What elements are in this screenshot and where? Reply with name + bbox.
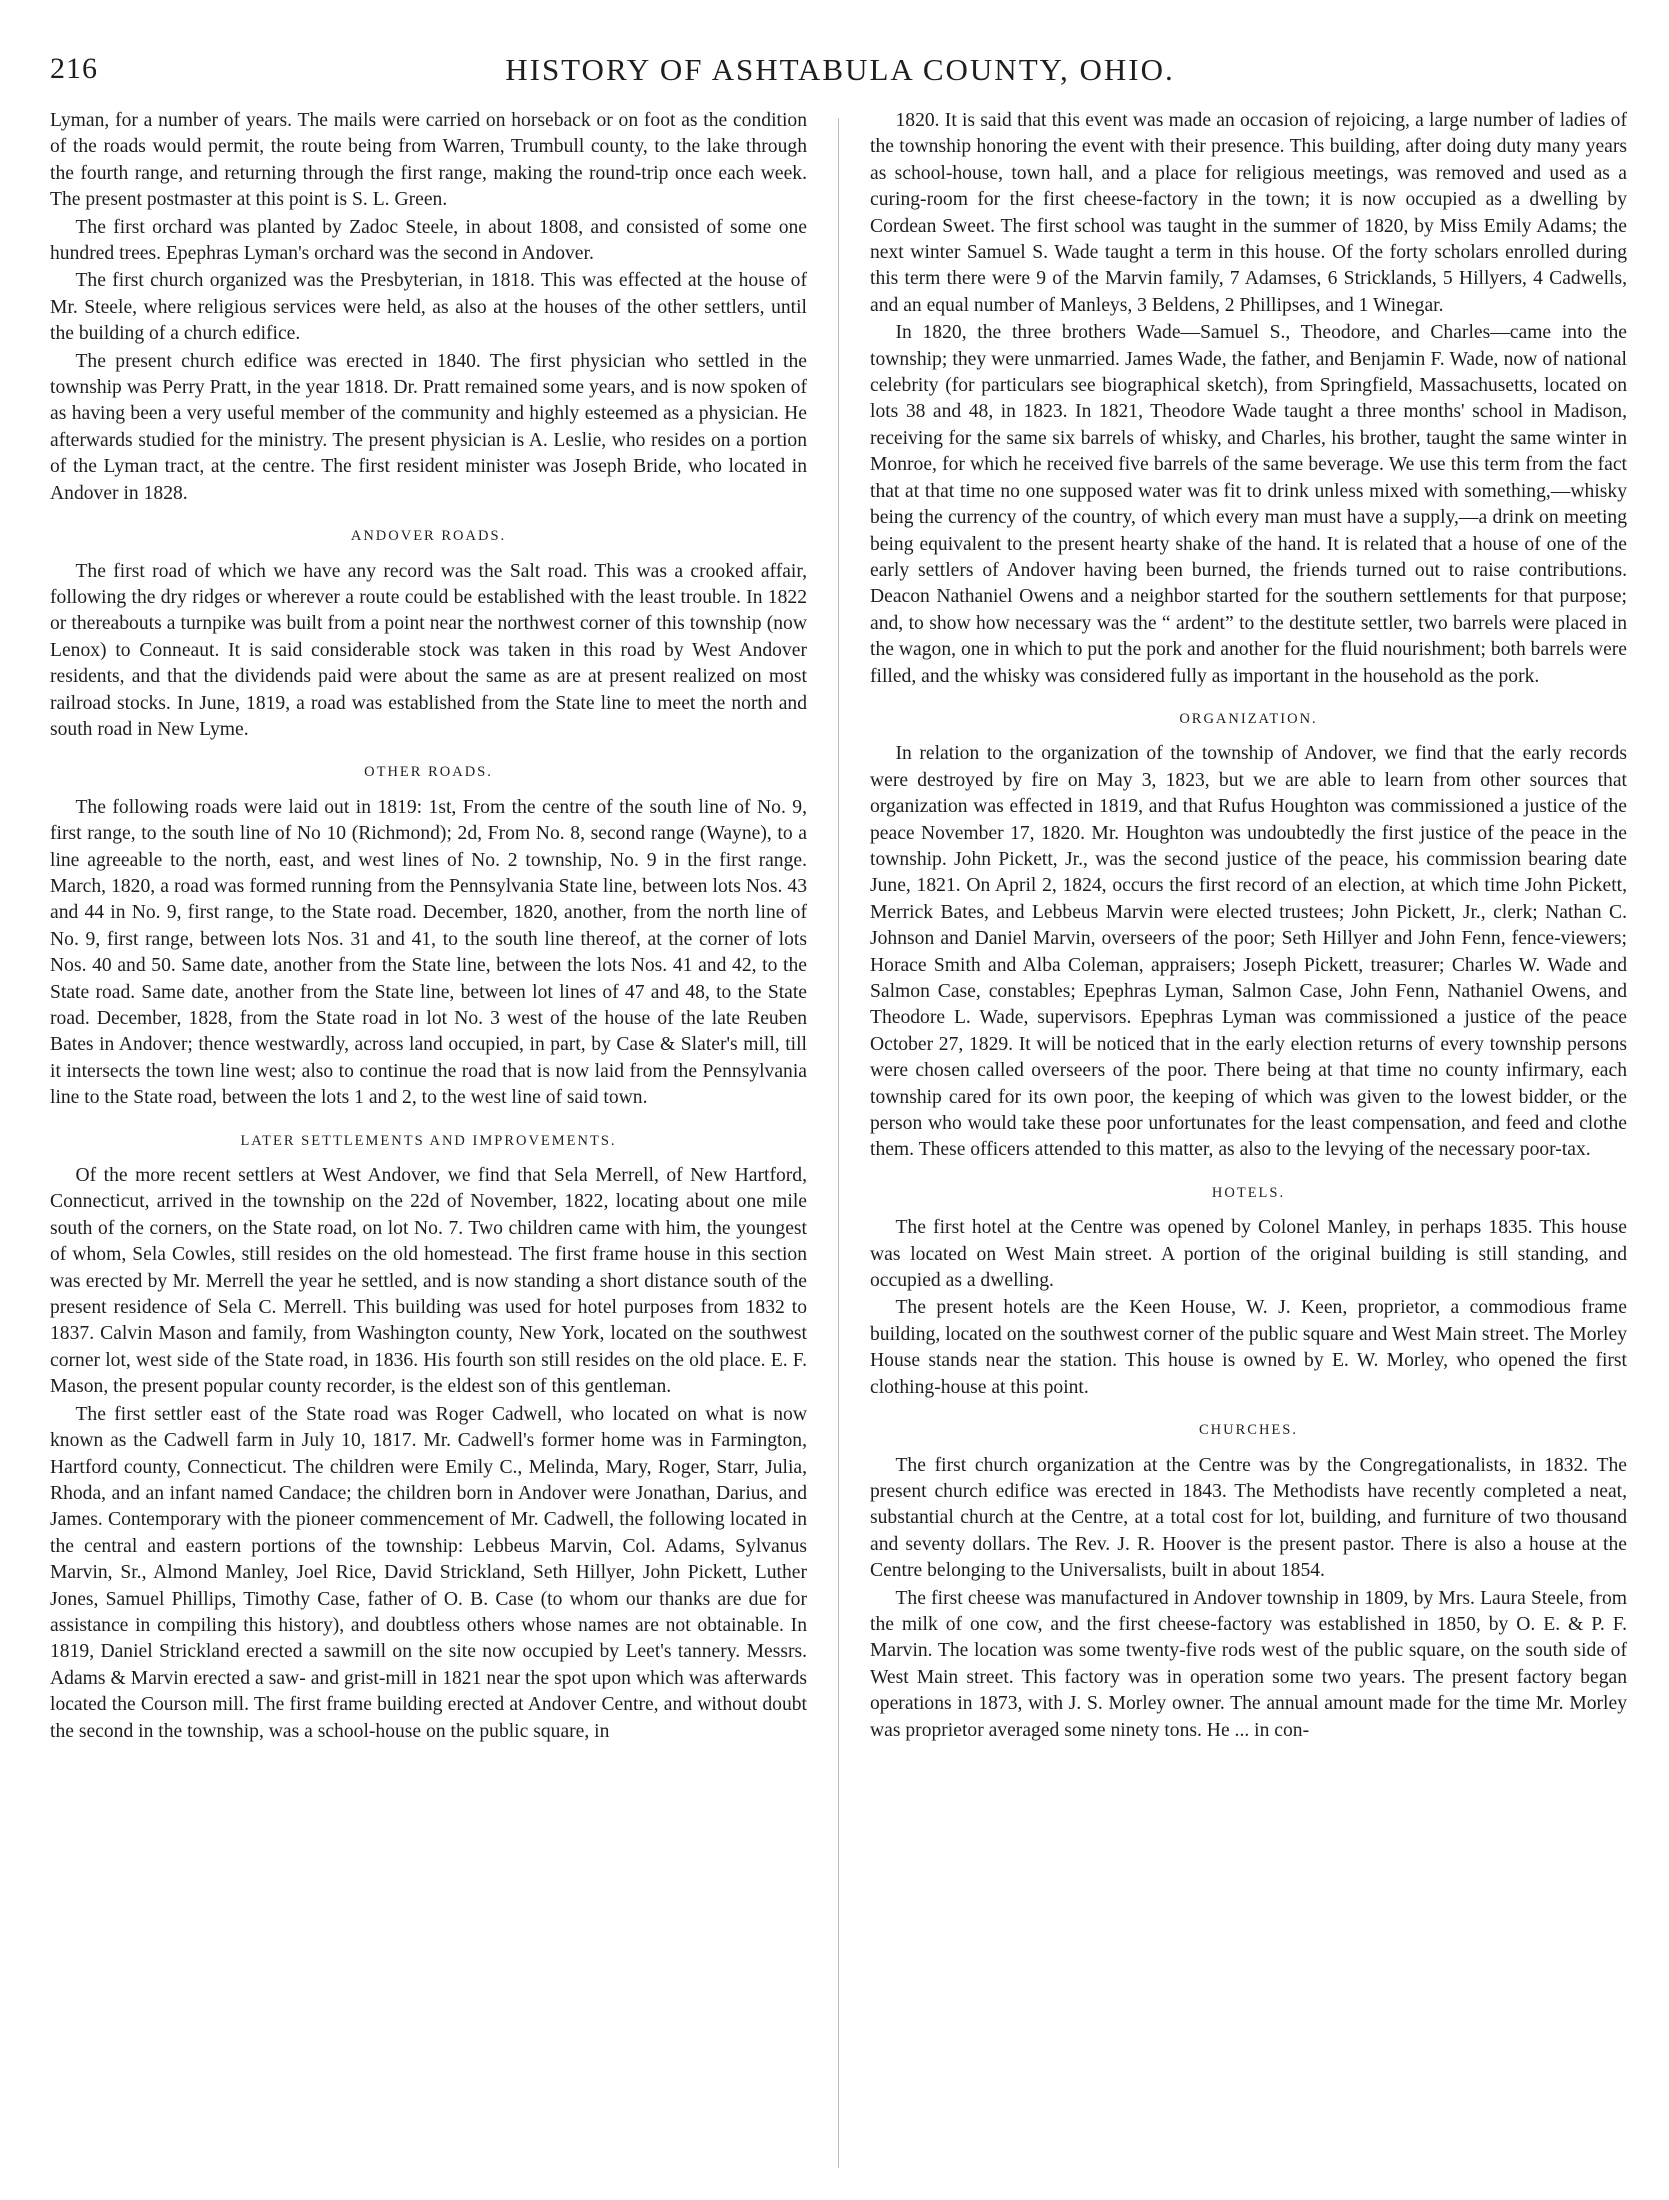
section-heading: ORGANIZATION. bbox=[1179, 710, 1318, 727]
left-column bbox=[50, 108, 807, 2168]
paragraph: The first cheese was manufactured in Andover township in 1809, by Mrs. Laura Steele, from the milk of one cow, and the first cheese-factory was established in 1850, by O. E. & P. F. Marvin. The location was some twenty-five rods west of the public square, on the south side of West Main street. This factory was in operation some two years. The present factory began operations in 1873, with J. S. Morley owner. The annual amount made for the time Mr. Morley was proprietor averaged some ninety tons. He ... in con- bbox=[870, 1587, 1627, 1741]
paragraph: The first settler east of the State road was Roger Cadwell, who located on what is now known as the Cadwell farm in July 10, 1817. Mr. Cadwell's former home was in Farmington, Hartford county, Connecticut. The children were Emily C., Melinda, Mary, Roger, Starr, Julia, Rhoda, and an infant named Candace; the children born in Andover were Jonathan, Darius, and James. Contemporary with the pioneer commencement of Mr. Cadwell, the following located in the central and eastern portions of the township: Lebbeus Marvin, Col. Adams, Sylvanus Marvin, Sr., Almond Manley, Joel Rice, David Strickland, Seth Hillyer, John Pickett, Luther Jones, Samuel Phillips, Timothy Case, father of O. B. Case (to whom our thanks are due for assistance in compiling this history), and doubtless others whose names are not obtainable. In 1819, Daniel Strickland erected a sawmill on the site now occupied by Leet's tannery. Messrs. Adams & Marvin erected a saw- and grist-mill in 1821 near the spot upon which was afterwards located the Courson mill. The first frame building erected at Andover Centre, and without doubt the second in the township, was a school-house on the public square, in bbox=[50, 1403, 807, 1742]
paragraph: Of the more recent settlers at West Andover, we find that Sela Merrell, of New Hartford, Connecticut, arrived in the township on the 22d of November, 1822, locating about one mile south of the corners, on the State road, on lot No. 7. Two children came with him, the youngest of whom, Sela Cowles, still resides on the old homestead. The first frame house in this section was erected by Mr. Merrell the year he settled, and is now standing a short distance south of the present residence of Sela C. Merrell. This building was used for hotel purposes from 1832 to 1837. Calvin Mason and family, from Washington county, New York, located on the southwest corner lot, west side of the State road, in 1836. His fourth son still resides on the old place. E. F. Mason, the present popular county recorder, is the eldest son of this gentleman. bbox=[50, 1165, 807, 1398]
section-heading: OTHER ROADS. bbox=[364, 764, 493, 781]
running-title: HISTORY OF ASHTABULA COUNTY, OHIO. bbox=[505, 52, 1175, 87]
section-heading: LATER SETTLEMENTS AND IMPROVEMENTS. bbox=[240, 1132, 617, 1149]
paragraph: The first hotel at the Centre was opened by Colonel Manley, in perhaps 1835. This house was located on West Main street. A portion of the original building is still standing, and occupied as a dwelling. bbox=[870, 1217, 1627, 1292]
paragraph: The first orchard was planted by Zadoc Steele, in about 1808, and consisted of some one hundred trees. Epephras Lyman's orchard was the second in Andover. bbox=[50, 216, 807, 265]
paragraph: In relation to the organization of the township of Andover, we find that the early records were destroyed by fire on May 3, 1823, but we are able to learn from other sources that organization was effected in 1819, and that Rufus Houghton was commissioned a justice of the peace November 17, 1820. Mr. Houghton was undoubtedly the first justice of the peace in the township. John Pickett, Jr., was the second justice of the peace, his commission bearing date June, 1821. On April 2, 1824, occurs the first record of an election, at which time John Pickett, Merrick Bates, and Lebbeus Marvin were elected trustees; John Pickett, Jr., clerk; Nathan C. Johnson and Daniel Marvin, overseers of the poor; Seth Hillyer and John Fenn, fence-viewers; Horace Smith and Alba Coleman, appraisers; Joseph Pickett, treasurer; Charles W. Wade and Salmon Case, constables; Epephras Lyman, Salmon Case, John Fenn, Nathaniel Owens, and Theodore L. Wade, supervisors. Epephras Lyman was commissioned a justice of the peace October 27, 1829. It will be noticed that in the early election returns of every township persons were chosen called overseers of the poor. There being at that time no county infirmary, each township cared for its own poor, the keeping of which was given to the lowest bidder, or the person who would take these poor unfortunates for the least compensation, and feed and clothe them. These officers attended to this matter, as also to the levying of the necessary poor-tax. bbox=[870, 743, 1627, 1161]
paragraph: In 1820, the three brothers Wade—Samuel S., Theodore, and Charles—came into the township; they were unmarried. James Wade, the father, and Benjamin F. Wade, now of national celebrity (for particulars see biographical sketch), from Springfield, Massachusetts, located on lots 38 and 48, in 1823. In 1821, Theodore Wade taught a three months' school in Madison, receiving for the same six barrels of whisky, and Charles, his brother, taught the same winter in Monroe, for which he received five barrels of the same beverage. We use this term from the fact that at that time no one supposed water was fit to drink unless mixed with something,—whisky being the currency of the country, of which every man must have a supply,—a drink on meeting being equivalent to the present hearty shake of the hand. It is related that a house of one of the early settlers of Andover having been burned, the friends turned out to raise contributions. Deacon Nathaniel Owens and a neighbor started for the southern settlements for that purpose; and, to show how necessary was the “ ardent” to the destitute settler, two barrels were placed in the wagon, one in which to put the pork and another for the fluid nourishment; both barrels were filled, and the whisky was considered fully as important in the household as the pork. bbox=[870, 322, 1627, 687]
paragraph: The first road of which we have any record was the Salt road. This was a crooked affair, following the dry ridges or wherever a route could be established with the least trouble. In 1822 or thereabouts a turnpike was built from a point near the northwest corner of this township (now Lenox) to Conneaut. It is said considerable stock was taken in this road by West Andover residents, and that the dividends paid were about the same as are at present realized on most railroad stocks. In June, 1819, a road was established from the State line to meet the north and south road in New Lyme. bbox=[50, 560, 807, 740]
paragraph: Lyman, for a number of years. The mails were carried on horseback or on foot as the condition of the roads would permit, the route being from Warren, Trumbull county, to the lake through the fourth range, and returning through the first range, making the round-trip once each week. The present postmaster at this point is S. L. Green. bbox=[50, 110, 807, 211]
paragraph: 1820. It is said that this event was made an occasion of rejoicing, a large number of ladies of the township honoring the event with their presence. This building, after doing duty many years as school-house, town hall, and a place for religious meetings, was removed and used as a curing-room for the first cheese-factory in the town; it is now occupied as a dwelling by Cordean Sweet. The first school was taught in the summer of 1820, by Miss Emily Adams; the next winter Samuel S. Wade taught a term in this house. Of the forty scholars enrolled during this term there were 9 of the Marvin family, 7 Adamses, 6 Stricklands, 5 Hillyers, 4 Cadwells, and an equal number of Manleys, 3 Beldens, 2 Phillipses, and 1 Winegar. bbox=[870, 110, 1627, 316]
paragraph: The present hotels are the Keen House, W. J. Keen, proprietor, a commodious frame building, located on the southwest corner of the public square and West Main street. The Morley House stands near the station. This house is owned by E. W. Morley, who opened the first clothing-house at this point. bbox=[870, 1297, 1627, 1398]
paragraph: The first church organization at the Centre was by the Congregationalists, in 1832. The present church edifice was erected in 1843. The Methodists have recently completed a neat, substantial church at the Centre, at a total cost for lot, building, and furniture of two thousand and seventy dollars. The Rev. J. R. Hoover is the present pastor. There is also a house at the Centre belonging to the Universalists, built in about 1854. bbox=[870, 1454, 1627, 1582]
section-heading: CHURCHES. bbox=[1199, 1422, 1298, 1439]
section-heading: HOTELS. bbox=[1211, 1184, 1286, 1201]
column-divider bbox=[838, 118, 839, 2168]
page-number: 216 bbox=[50, 52, 98, 85]
running-header bbox=[50, 52, 1630, 102]
section-heading: ANDOVER ROADS. bbox=[350, 528, 507, 545]
right-column bbox=[870, 108, 1627, 2168]
paragraph: The present church edifice was erected in 1840. The first physician who settled in the township was Perry Pratt, in the year 1818. Dr. Pratt remained some years, and is now spoken of as having been a very useful member of the community and highly esteemed as a physician. He afterwards studied for the ministry. The present physician is A. Leslie, who resides on a portion of the Lyman tract, at the centre. The first resident minister was Joseph Bride, who located in Andover in 1828. bbox=[50, 350, 807, 504]
paragraph: The following roads were laid out in 1819: 1st, From the centre of the south line of No. 9, first range, to the south line of No 10 (Richmond); 2d, From No. 8, second range (Wayne), to a line agreeable to the north, east, and west lines of No. 2 township, No. 9 in the first range. March, 1820, a road was formed running from the Pennsylvania State line, between lots Nos. 43 and 44 in No. 9, first range, to the State road. December, 1820, another, from the north line of No. 9, first range, between lots Nos. 31 and 41, to the south line thereof, at the corner of lots Nos. 40 and 50. Same date, another from the State line, between the lots Nos. 41 and 42, to the State road. Same date, another from the State line, between lot lines of 47 and 48, to the State road. December, 1828, from the State road in lot No. 3 west of the house of the late Reuben Bates in Andover; thence westwardly, across land occupied, in part, by Case & Slater's mill, till it intersects the town line west; also to continue the road that is now laid from the Pennsylvania line to the State road, between the lots 1 and 2, to the west line of said town. bbox=[50, 796, 807, 1109]
paragraph: The first church organized was the Presbyterian, in 1818. This was effected at the house of Mr. Steele, where religious services were held, as also at the houses of the other settlers, until the building of a church edifice. bbox=[50, 270, 807, 345]
